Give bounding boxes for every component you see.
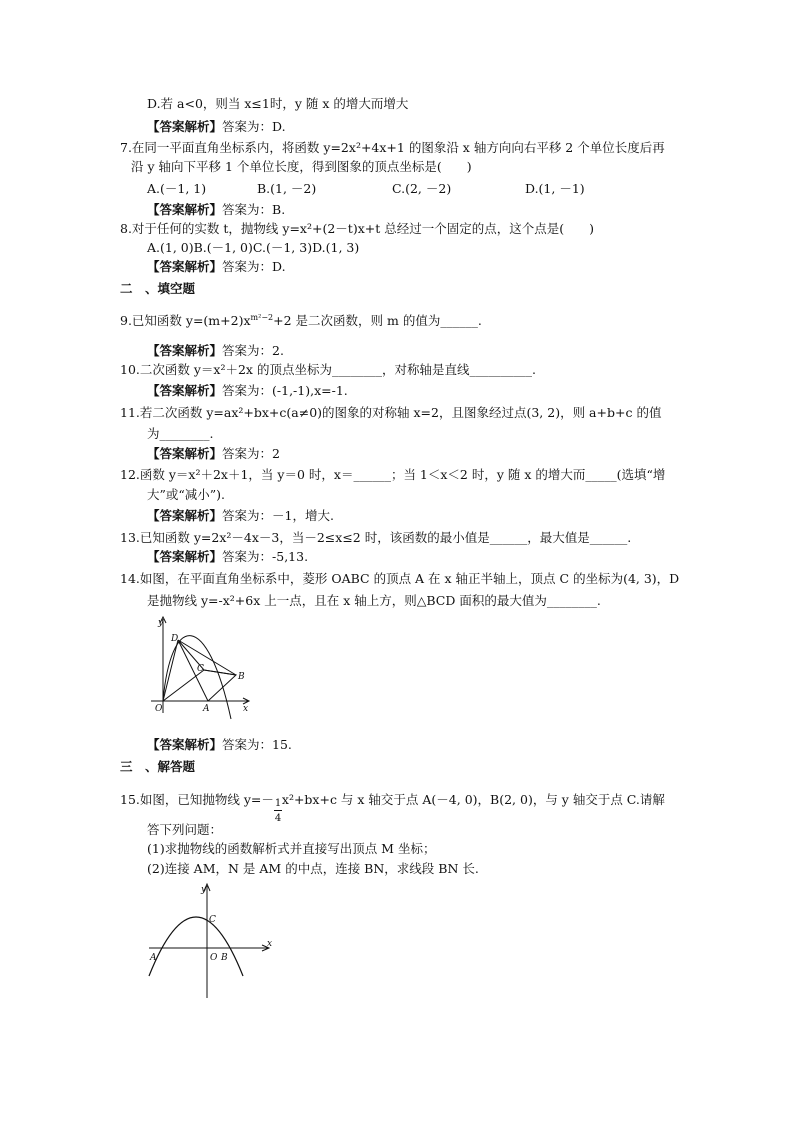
label-o: O xyxy=(155,704,163,714)
answer-tag: 【答案解析】 xyxy=(147,446,223,461)
answer-text: 答案为：B. xyxy=(222,202,286,217)
q8-answer xyxy=(147,259,286,275)
q11-stem-line2: 为________. xyxy=(147,426,214,441)
parabola-curve xyxy=(163,636,231,719)
q14-figure-rhombus-parabola xyxy=(145,613,255,723)
q6-option-d: D.若 a<0，则当 x≤1时，y 随 x 的增大而增大 xyxy=(147,96,409,111)
label-x: x xyxy=(243,704,249,714)
answer-tag: 【答案解析】 xyxy=(147,549,223,564)
label-c: C xyxy=(197,664,204,674)
q7-options xyxy=(147,181,585,197)
fraction-numerator: 1 xyxy=(274,798,282,809)
q15-stem-post: x²+bx+c 与 x 轴交于点 A(－4, 0)，B(2, 0)，与 y 轴交于点 C.请解 xyxy=(281,792,665,807)
q7-answer xyxy=(147,202,285,218)
q7-option-c: C.(2, －2) xyxy=(392,181,452,196)
answer-text: 答案为：-5,13. xyxy=(222,549,309,564)
answer-text: 答案为：(-1,-1),x=-1. xyxy=(222,383,348,398)
q15-part2: (2)连接 AM，N 是 AM 的中点，连接 BN，求线段 BN 长. xyxy=(147,861,479,876)
label-b: B xyxy=(221,953,228,963)
q12-answer xyxy=(147,508,334,524)
label-d: D xyxy=(171,634,179,644)
q14-stem-line2: 是抛物线 y=-x²+6x 上一点，且在 x 轴上方，则△BCD 面积的最大值为________. xyxy=(147,593,601,608)
q9-exponent: m²−2 xyxy=(250,313,274,322)
answer-text: 答案为：2. xyxy=(222,343,284,358)
q13-stem: 13.已知函数 y=2x²－4x－3，当－2≤x≤2 时，该函数的最小值是______，最大值是______. xyxy=(120,530,632,545)
q7-stem-line1: 7.在同一平面直角坐标系内，将函数 y=2x²+4x+1 的图象沿 x 轴方向向右平移 2 个单位长度后再 xyxy=(120,140,665,155)
answer-tag: 【答案解析】 xyxy=(147,508,223,523)
label-y: y xyxy=(201,885,207,895)
q9-stem xyxy=(120,313,482,329)
q14-answer xyxy=(147,737,292,753)
q9-answer xyxy=(147,343,284,359)
fraction-denominator: 4 xyxy=(274,813,282,824)
q11-answer xyxy=(147,446,280,462)
answer-text: 答案为：D. xyxy=(222,259,286,274)
parabola-curve xyxy=(149,917,243,976)
q11-stem-line1: 11.若二次函数 y=ax²+bx+c(a≠0)的图象的对称轴 x=2，且图象经过点(3, 2)，则 a+b+c 的值 xyxy=(120,405,662,420)
q6-answer xyxy=(147,119,286,135)
q15-part1: (1)求抛物线的函数解析式并直接写出顶点 M 坐标； xyxy=(147,841,436,856)
q15-figure-parabola xyxy=(145,880,275,1000)
answer-tag: 【答案解析】 xyxy=(147,383,223,398)
answer-text: 答案为：－1，增大. xyxy=(222,508,334,523)
q7-option-b: B.(1, －2) xyxy=(257,181,317,196)
label-a: A xyxy=(150,953,157,963)
answer-tag: 【答案解析】 xyxy=(147,737,223,752)
answer-text: 答案为：D. xyxy=(222,119,286,134)
label-c: C xyxy=(209,915,216,925)
answer-tag: 【答案解析】 xyxy=(147,343,223,358)
answer-tag: 【答案解析】 xyxy=(147,202,223,217)
q15-stem-line1 xyxy=(120,792,665,824)
q15-stem-pre: 15.如图，已知抛物线 y=－ xyxy=(120,792,274,807)
label-a: A xyxy=(203,704,210,714)
label-o: O xyxy=(210,953,218,963)
label-b: B xyxy=(238,672,245,682)
q8-stem: 8.对于任何的实数 t，抛物线 y=x²+(2－t)x+t 总经过一个固定的点，这个点是( ) xyxy=(120,221,594,236)
answer-tag: 【答案解析】 xyxy=(147,259,223,274)
q10-answer xyxy=(147,383,348,399)
q12-stem-line2: 大”或“减小”). xyxy=(147,487,226,502)
q14-stem-line1: 14.如图，在平面直角坐标系中，菱形 OABC 的顶点 A 在 x 轴正半轴上，顶点 C 的坐标为(4, 3)，D xyxy=(120,571,680,586)
section-fill-in-title: 二 、填空题 xyxy=(120,281,196,296)
q8-options: A.(1, 0)B.(－1, 0)C.(－1, 3)D.(1, 3) xyxy=(147,240,360,255)
answer-text: 答案为：15. xyxy=(222,737,292,752)
q7-option-a: A.(－1, 1) xyxy=(147,181,207,196)
q7-stem-line2: 沿 y 轴向下平移 1 个单位长度，得到图象的顶点坐标是( ) xyxy=(131,159,472,174)
section-solve-title: 三 、解答题 xyxy=(120,759,196,774)
q9-stem-post: +2 是二次函数，则 m 的值为______. xyxy=(273,313,482,328)
q9-stem-pre: 9.已知函数 y=(m+2)x xyxy=(120,313,251,328)
q13-answer xyxy=(147,549,308,565)
q7-option-d: D.(1, －1) xyxy=(525,181,585,196)
q10-stem: 10.二次函数 y＝x²＋2x 的顶点坐标为________，对称轴是直线__________. xyxy=(120,362,536,377)
label-y: y xyxy=(158,618,164,628)
answer-text: 答案为：2 xyxy=(222,446,280,461)
answer-tag: 【答案解析】 xyxy=(147,119,223,134)
q15-stem-line2: 答下列问题： xyxy=(147,822,223,837)
label-x: x xyxy=(267,939,273,949)
q12-stem-line1: 12.函数 y＝x²＋2x＋1，当 y＝0 时，x＝______；当 1＜x＜2 时，y 随 x 的增大而_____(选填“增 xyxy=(120,467,666,482)
